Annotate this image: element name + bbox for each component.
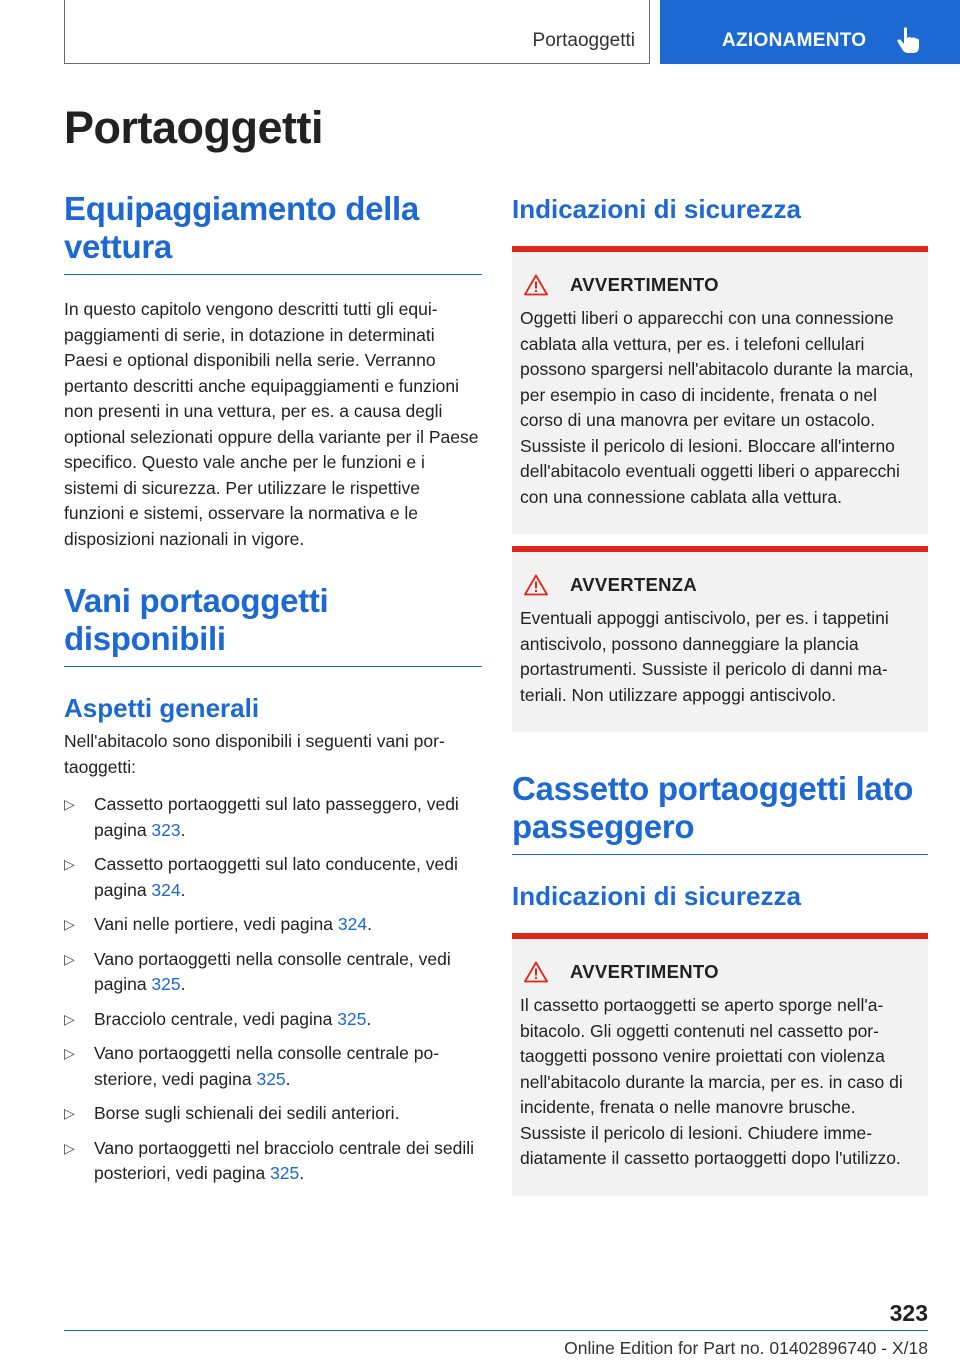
page-link[interactable]: 325 — [270, 1163, 300, 1183]
header-section-box — [64, 0, 650, 64]
page-link[interactable]: 324 — [337, 914, 368, 934]
heading-cassetto-portaoggetti: Cassetto portaoggetti lato passeggero — [512, 770, 928, 855]
left-column — [64, 190, 482, 1196]
triangle-bullet-icon: ▷ — [64, 1139, 75, 1156]
warning-triangle-icon — [524, 574, 548, 596]
list-item: ▷ Vani nelle portiere, vedi pagina 324. — [64, 912, 482, 938]
warning-box-avvertimento — [512, 246, 928, 534]
list-item: ▷ Bracciolo centrale, vedi pagina 325. — [64, 1007, 482, 1033]
page-number: 323 — [889, 1300, 928, 1326]
warning-triangle-icon — [524, 961, 548, 983]
storage-list — [64, 792, 482, 1187]
footer-edition: Online Edition for Part no. 01402896740 - X/18 — [564, 1338, 928, 1358]
triangle-bullet-icon: ▷ — [64, 950, 75, 967]
page-title: Portaoggetti — [64, 102, 323, 153]
warning-text: Il cassetto portaoggetti se aperto sporge nell'abitacolo. Gli oggetti contenuti nel cassetto portaoggetti possono venire proiettati con violenza nell'abitacolo durante la marcia, per es. in caso di incidente, frenata o nelle manovre brusche. Sussiste il pericolo di lesioni. Chiudere immediatamente il cassetto portaoggetti dopo l'utilizzo. — [520, 995, 903, 1168]
triangle-bullet-icon: ▷ — [64, 1105, 75, 1121]
warning-text: Eventuali appoggi antiscivolo, per es. i tappetini antiscivolo, possono danneggiare la plancia portastrumenti. Sussiste il pericolo di danni materiali. Non utilizzare appoggi antiscivolo. — [520, 608, 889, 705]
list-item: ▷ Vano portaoggetti nella consolle centrale, vedi pagina 325. — [64, 948, 451, 994]
heading-indicazioni-sicurezza-2: Indicazioni di sicurezza — [512, 881, 801, 911]
page-link[interactable]: 325 — [151, 974, 181, 994]
warning-box-avvertimento-2 — [512, 933, 928, 1196]
page-link[interactable]: 325 — [337, 1008, 367, 1029]
right-column — [512, 190, 928, 1196]
warning-title: AVVERTIMENTO — [570, 274, 719, 295]
heading-vani-portaoggetti: Vani portaoggetti disponibili — [64, 582, 482, 667]
triangle-bullet-icon: ▷ — [64, 916, 75, 932]
heading-equipaggiamento: Equipaggiamento della vettura — [64, 190, 482, 275]
triangle-bullet-icon: ▷ — [64, 796, 75, 812]
warning-title: AVVERTIMENTO — [570, 961, 719, 982]
warning-text: Oggetti liberi o apparecchi con una connessione cablata alla vettura, per es. i telefoni cellulari possono spargersi nell'abitacolo durante la marcia, per esempio in caso di incidente, frenata o nel corso di una manovra per evitare un ostacolo. Sussiste il pericolo di lesioni. Bloccare all'interno dell'abitacolo eventuali oggetti liberi o apparecchi con una connessione cablata alla vettura. — [520, 308, 914, 507]
list-item: ▷ Cassetto portaoggetti sul lato conducente, vedi pagina 324. — [64, 854, 458, 900]
list-item: ▷ Cassetto portaoggetti sul lato passeggero, vedi pagina 323. — [64, 794, 459, 840]
list-item: ▷ Vano portaoggetti nella consolle centrale posteriore, vedi pagina 325. — [64, 1043, 440, 1089]
triangle-bullet-icon: ▷ — [64, 856, 75, 872]
list-item: ▷ Vano portaoggetti nel bracciolo centrale dei sedili posteriori, vedi pagina 325. — [64, 1137, 475, 1183]
pointing-hand-icon — [896, 26, 920, 54]
heading-aspetti-generali: Aspetti generali — [64, 693, 260, 723]
header-chapter-label: AZIONAMENTO — [722, 30, 867, 51]
paragraph-equipaggiamento: In questo capitolo vengono descritti tutti gli equipaggiamenti di serie, in dotazione in determinati Paesi e optional disponibili nella serie. Verranno pertanto descritti anche equipaggiamenti e funzioni non presenti in una vettura, per es. a causa degli optional selezionati oppure della variante per il Paese specifico. Questo vale anche per le funzioni e i sistemi di sicurezza. Per utilizzare le rispettive funzioni e sistemi, osservare la normativa e le disposizioni nazionali in vigore. — [64, 299, 479, 549]
list-item: ▷ Borse sugli schienali dei sedili anteriori. — [64, 1101, 482, 1127]
page-link[interactable]: 323 — [151, 819, 181, 840]
heading-indicazioni-sicurezza: Indicazioni di sicurezza — [512, 194, 801, 224]
footer-divider — [64, 1330, 928, 1331]
triangle-bullet-icon: ▷ — [64, 1045, 75, 1061]
warning-title: AVVERTENZA — [570, 574, 698, 595]
warning-triangle-icon — [524, 274, 548, 296]
warning-box-avvertenza — [512, 546, 928, 732]
page-link[interactable]: 325 — [256, 1068, 286, 1089]
page-link[interactable]: 324 — [151, 879, 181, 900]
triangle-bullet-icon: ▷ — [64, 1010, 75, 1027]
header-section-title: Portaoggetti — [532, 30, 635, 51]
header-chapter-tab[interactable] — [660, 0, 960, 64]
paragraph-aspetti-generali: Nell'abitacolo sono disponibili i seguenti vani portaoggetti: — [64, 731, 445, 777]
